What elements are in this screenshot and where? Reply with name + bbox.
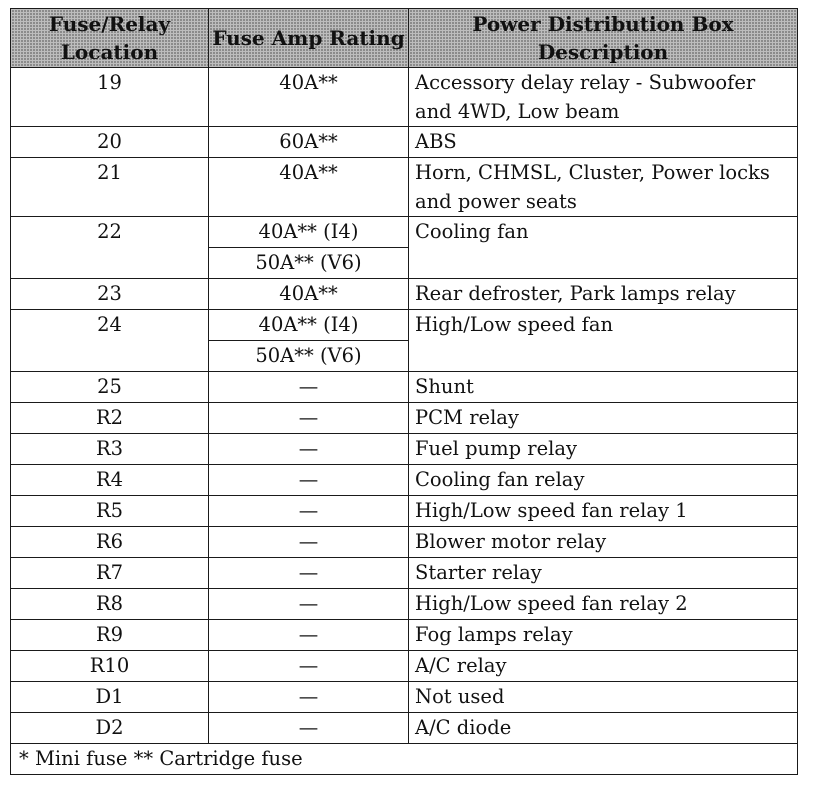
table-row: [11, 496, 798, 527]
description-cell: Horn, CHMSL, Cluster, Power locks and power seats: [409, 158, 798, 217]
table-row: [11, 279, 798, 310]
amp-cell: 40A**: [209, 279, 409, 310]
amp-cell: 60A**: [209, 127, 409, 158]
description-cell: PCM relay: [409, 403, 798, 434]
table-row: [11, 68, 798, 127]
table-row: [11, 651, 798, 682]
amp-cell: 40A** (I4): [209, 217, 409, 248]
table-row: [11, 713, 798, 744]
description-cell: Cooling fan: [409, 217, 798, 279]
table-row: [11, 682, 798, 713]
location-cell: 19: [11, 68, 209, 127]
description-cell: Starter relay: [409, 558, 798, 589]
fuse-relay-table: [10, 8, 798, 775]
location-cell: R4: [11, 465, 209, 496]
table-row: [11, 527, 798, 558]
description-cell: High/Low speed fan relay 1: [409, 496, 798, 527]
amp-cell: —: [209, 651, 409, 682]
amp-cell: 50A** (V6): [209, 341, 409, 372]
location-cell: 20: [11, 127, 209, 158]
table-row: [11, 127, 798, 158]
amp-cell: 40A**: [209, 68, 409, 127]
table-row: [11, 558, 798, 589]
amp-cell: —: [209, 496, 409, 527]
location-cell: R6: [11, 527, 209, 558]
description-cell: Not used: [409, 682, 798, 713]
location-cell: R9: [11, 620, 209, 651]
amp-cell: —: [209, 558, 409, 589]
location-cell: 23: [11, 279, 209, 310]
location-cell: R3: [11, 434, 209, 465]
table-row: [11, 589, 798, 620]
table-row: [11, 434, 798, 465]
table-header-row: [11, 9, 798, 68]
table-row: [11, 465, 798, 496]
location-cell: D2: [11, 713, 209, 744]
description-cell: Accessory delay relay - Subwoofer and 4WD, Low beam: [409, 68, 798, 127]
amp-cell: 50A** (V6): [209, 248, 409, 279]
table-row: [11, 372, 798, 403]
amp-cell: —: [209, 682, 409, 713]
table-row: [11, 158, 798, 217]
location-cell: R2: [11, 403, 209, 434]
description-cell: A/C relay: [409, 651, 798, 682]
header-location: Fuse/Relay Location: [11, 9, 209, 68]
table-row: [11, 403, 798, 434]
location-cell: 22: [11, 217, 209, 279]
amp-cell: —: [209, 465, 409, 496]
header-description: Power Distribution Box Description: [409, 9, 798, 68]
location-cell: 24: [11, 310, 209, 372]
description-cell: High/Low speed fan: [409, 310, 798, 372]
amp-cell: —: [209, 620, 409, 651]
table-row: [11, 620, 798, 651]
location-cell: R5: [11, 496, 209, 527]
amp-cell: 40A**: [209, 158, 409, 217]
table-row: [11, 217, 798, 248]
amp-cell: —: [209, 589, 409, 620]
location-cell: R7: [11, 558, 209, 589]
location-cell: R10: [11, 651, 209, 682]
description-cell: Fog lamps relay: [409, 620, 798, 651]
description-cell: Shunt: [409, 372, 798, 403]
amp-cell: —: [209, 527, 409, 558]
description-cell: Rear defroster, Park lamps relay: [409, 279, 798, 310]
table-row: [11, 310, 798, 341]
amp-cell: —: [209, 372, 409, 403]
location-cell: 25: [11, 372, 209, 403]
location-cell: 21: [11, 158, 209, 217]
amp-cell: —: [209, 713, 409, 744]
footnote-row: [11, 744, 798, 775]
footnote: * Mini fuse ** Cartridge fuse: [11, 744, 798, 775]
description-cell: Cooling fan relay: [409, 465, 798, 496]
location-cell: D1: [11, 682, 209, 713]
header-amp-rating: Fuse Amp Rating: [209, 9, 409, 68]
description-cell: ABS: [409, 127, 798, 158]
amp-cell: —: [209, 434, 409, 465]
description-cell: Fuel pump relay: [409, 434, 798, 465]
description-cell: High/Low speed fan relay 2: [409, 589, 798, 620]
amp-cell: 40A** (I4): [209, 310, 409, 341]
amp-cell: —: [209, 403, 409, 434]
location-cell: R8: [11, 589, 209, 620]
description-cell: A/C diode: [409, 713, 798, 744]
description-cell: Blower motor relay: [409, 527, 798, 558]
